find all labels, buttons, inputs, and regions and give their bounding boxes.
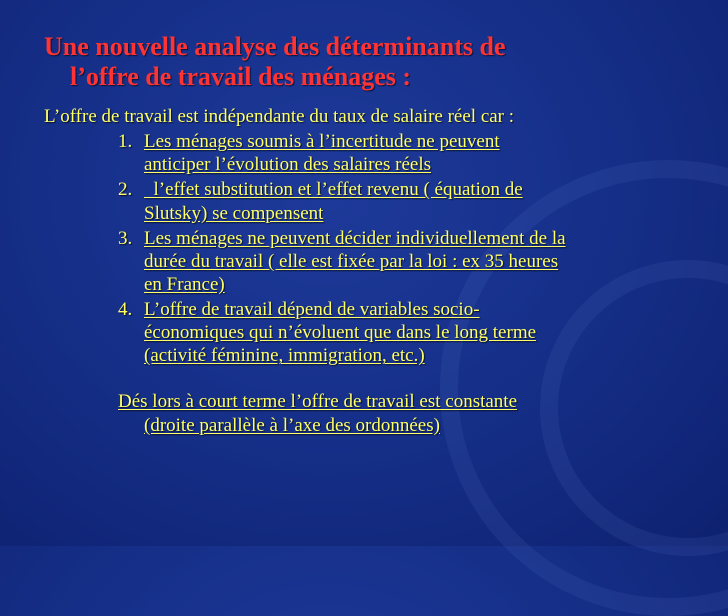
slide-body — [44, 105, 724, 437]
conclusion-line-2: (droite parallèle à l’axe des ordonnées) — [144, 414, 440, 436]
slide-title — [44, 32, 684, 92]
item-line: l’effet substitution et l’effet revenu ( équation de — [144, 179, 523, 201]
intro-text: L’offre de travail est indépendante du taux de salaire réel car : — [44, 106, 515, 127]
item-number: 2. — [118, 179, 133, 201]
spacer — [44, 369, 724, 390]
item-line: Les ménages ne peuvent décider individuellement de la — [144, 227, 566, 249]
list-item — [44, 298, 724, 368]
item-line: durée du travail ( elle est fixée par la loi : ex 35 heures — [144, 250, 559, 272]
list-item — [44, 227, 724, 297]
item-number: 4. — [118, 299, 133, 321]
item-line: anticiper l’évolution des salaires réels — [144, 154, 432, 176]
conclusion-line-1: Dés lors à court terme l’offre de travail est constante — [118, 391, 518, 413]
item-number: 1. — [118, 131, 133, 153]
list-item — [44, 178, 724, 224]
item-line: Slutsky) se compensent — [144, 202, 324, 224]
item-line: Les ménages soumis à l’incertitude ne peuvent — [144, 131, 500, 153]
conclusion — [44, 390, 724, 436]
item-line: en France) — [144, 274, 225, 296]
list-item — [44, 130, 724, 176]
item-line: économiques qui n’évoluent que dans le long terme — [144, 322, 537, 344]
item-line: (activité féminine, immigration, etc.) — [144, 345, 425, 367]
reasons-list — [44, 130, 724, 367]
title-line-1: Une nouvelle analyse des déterminants de — [44, 32, 506, 61]
title-line-2: l’offre de travail des ménages : — [70, 62, 412, 91]
item-number: 3. — [118, 227, 133, 249]
item-line: L’offre de travail dépend de variables socio- — [144, 299, 480, 321]
